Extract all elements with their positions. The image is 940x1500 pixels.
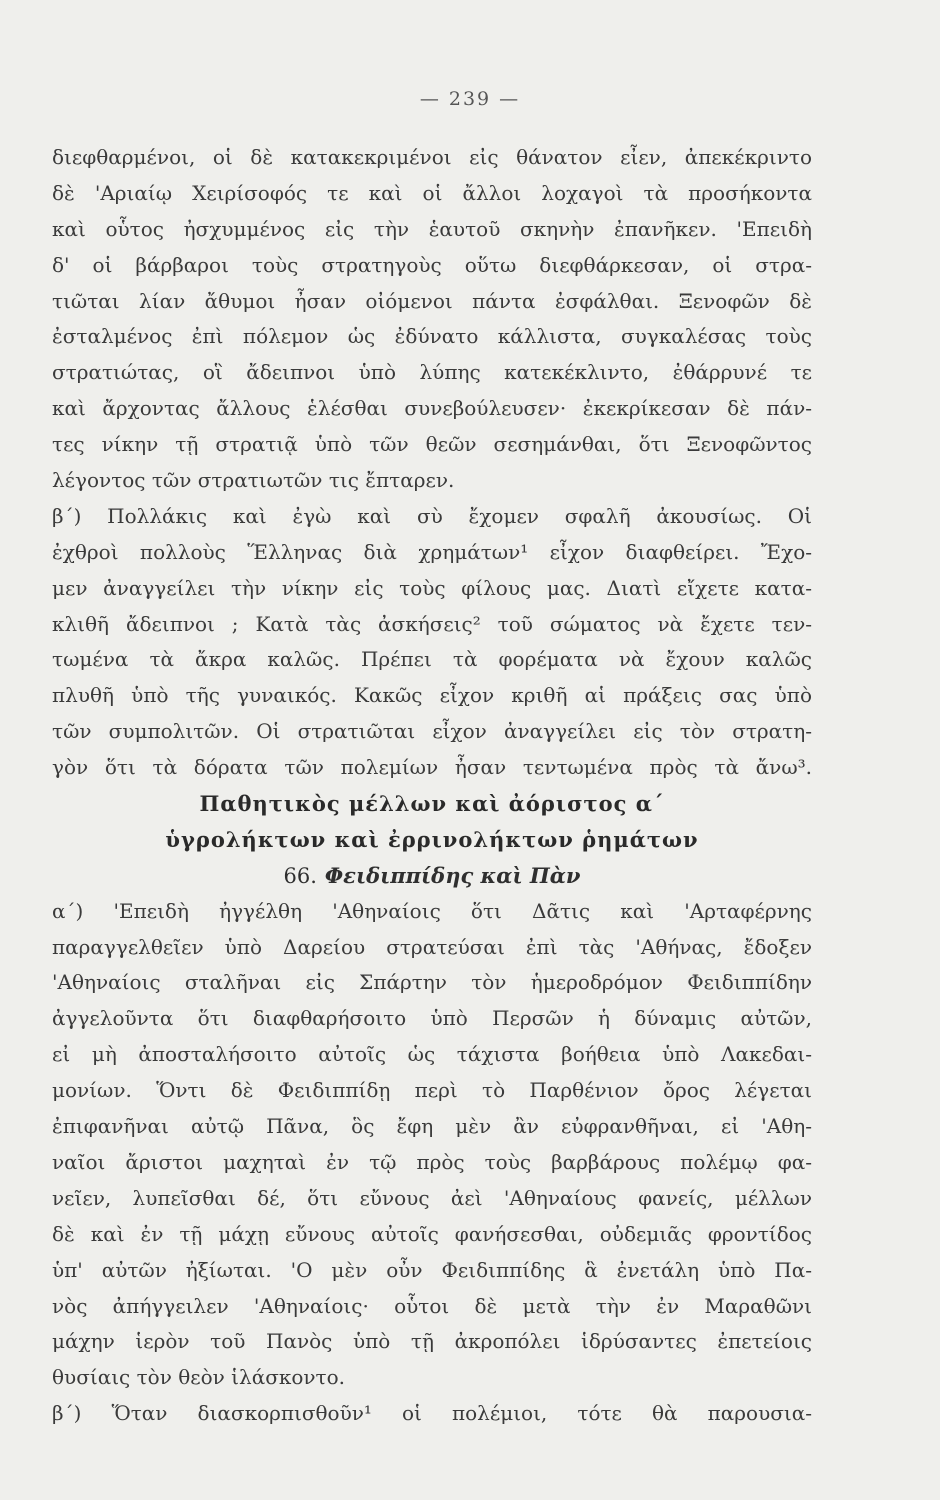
bottom-paragraphs <box>52 894 812 1432</box>
exercise-name: Φειδιππίδης καὶ Πὰν <box>324 862 581 888</box>
text-line: στρατιώτας, οἳ ἄδειπνοι ὑπὸ λύπης κατεκέκλιντο, ἐθάρρυνέ τε <box>52 360 812 385</box>
text-line: νὸς ἀπήγγειλεν 'Αθηναίοις· οὗτοι δὲ μετὰ τὴν ἐν Μαραθῶνι <box>52 1293 812 1318</box>
exercise-number: 66. <box>283 863 317 888</box>
text-line: β΄) Ὅταν διασκορπισθοῦν¹ οἱ πολέμιοι, τότε θὰ παρουσια- <box>52 1401 812 1426</box>
text-line: νεῖεν, λυπεῖσθαι δέ, ὅτι εὔνους ἀεὶ 'Αθηναίους φανείς, μέλλων <box>52 1185 812 1210</box>
text-line: τες νίκην τῇ στρατιᾷ ὑπὸ τῶν θεῶν σεσημάνθαι, ὅτι Ξενοφῶντος <box>52 432 812 457</box>
page-number: — 239 — <box>419 88 521 110</box>
exercise-title <box>52 858 812 894</box>
text-line: θυσίαις τὸν θεὸν ἱλάσκοντο. <box>52 1365 346 1390</box>
text-line: δὲ καὶ ἐν τῇ μάχῃ εὔνους αὐτοῖς φανήσεσθαι, οὐδεμιᾶς φροντίδος <box>52 1221 812 1246</box>
text-line: ἐσταλμένος ἐπὶ πόλεμον ὡς ἐδύνατο κάλλιστα, συγκαλέσας τοὺς <box>52 324 812 349</box>
text-line: ἀγγελοῦντα ὅτι διαφθαρήσοιτο ὑπὸ Περσῶν ἡ δύναμις αὐτῶν, <box>52 1006 812 1031</box>
text-line: ἐπιφανῆναι αὐτῷ Πᾶνα, ὃς ἔφη μὲν ἂν εὐφρανθῆναι, εἰ 'Αθη- <box>52 1114 812 1139</box>
text-line: 'Αθηναίοις σταλῆναι εἰς Σπάρτην τὸν ἡμεροδρόμον Φειδιππίδην <box>52 970 812 995</box>
top-paragraphs <box>52 140 812 786</box>
text-line: διεφθαρμένοι, οἱ δὲ κατακεκριμένοι εἰς θάνατον εἶεν, ἀπεκέκριντο <box>52 145 812 169</box>
text-line: δὲ 'Αριαίῳ Χειρίσοφός τε καὶ οἱ ἄλλοι λοχαγοὶ τὰ προσήκοντα <box>52 180 812 205</box>
text-line: α΄) 'Επειδὴ ἠγγέλθη 'Αθηναίοις ὅτι Δᾶτις καὶ 'Αρταφέρνης <box>52 898 812 923</box>
text-line: εἰ μὴ ἀποσταλήσοιτο αὐτοῖς ὡς τάχιστα βοήθεια ὑπὸ Λακεδαι- <box>52 1042 812 1067</box>
text-line: ὑπ' αὐτῶν ἠξίωται. 'Ο μὲν οὖν Φειδιππίδης ἃ ἐνετάλη ὑπὸ Πα- <box>52 1257 812 1282</box>
text-line: δ' οἱ βάρβαροι τοὺς στρατηγοὺς οὕτω διεφθάρκεσαν, οἱ στρα- <box>52 252 812 277</box>
text-line: λέγοντος τῶν στρατιωτῶν τις ἔπταρεν. <box>52 468 455 493</box>
text-line: τῶν συμπολιτῶν. Οἱ στρατιῶται εἶχον ἀναγγείλει εἰς τὸν στρατη- <box>52 719 812 744</box>
text-line: τιῶται λίαν ἄθυμοι ἦσαν οἰόμενοι πάντα ἐσφάλθαι. Ξενοφῶν δὲ <box>52 288 812 313</box>
text-line: β΄) Πολλάκις καὶ ἐγὼ καὶ σὺ ἔχομεν σφαλῆ ἀκουσίως. Οἱ <box>52 503 812 528</box>
text-line: μονίων. Ὅντι δὲ Φειδιππίδῃ περὶ τὸ Παρθένιον ὄρος λέγεται <box>52 1078 812 1103</box>
text-line: μεν ἀναγγείλει τὴν νίκην εἰς τοὺς φίλους μας. Διατὶ εἴχετε κατα- <box>52 575 812 600</box>
text-line: καὶ οὗτος ἠσχυμμένος εἰς τὴν ἑαυτοῦ σκηνὴν ἐπανῆκεν. 'Επειδὴ <box>52 216 812 241</box>
text-line: ἐχθροὶ πολλοὺς Ἕλληνας διὰ χρημάτων¹ εἶχον διαφθείρει. Ἔχο- <box>52 539 812 564</box>
text-line: γὸν ὅτι τὰ δόρατα τῶν πολεμίων ἦσαν τεντωμένα πρὸς τὰ ἄνω³. <box>52 755 812 780</box>
text-line: καὶ ἄρχοντας ἄλλους ἑλέσθαι συνεβούλευσεν· ἐκεκρίκεσαν δὲ πάν- <box>52 396 812 421</box>
text-line: τωμένα τὰ ἄκρα καλῶς. Πρέπει τὰ φορέματα νὰ ἔχουν καλῶς <box>52 647 812 672</box>
text-line: ναῖοι ἄριστοι μαχηταὶ ἐν τῷ πρὸς τοὺς βαρβάρους πολέμῳ φα- <box>52 1149 812 1174</box>
section-heading-line: Παθητικὸς μέλλων καὶ ἀόριστος α΄ <box>199 791 665 817</box>
section-heading-line: ὑγρολήκτων καὶ ἐρρινολήκτων ῥημάτων <box>165 826 699 852</box>
text-line: πλυθῆ ὑπὸ τῆς γυναικός. Κακῶς εἶχον κριθῆ αἱ πράξεις σας ὑπὸ <box>52 683 812 708</box>
text-line: κλιθῆ ἄδειπνοι ; Κατὰ τὰς ἀσκήσεις² τοῦ σώματος νὰ ἔχετε τεν- <box>52 611 812 636</box>
page-text <box>52 140 812 1432</box>
section-heading <box>52 786 812 858</box>
text-line: παραγγελθεῖεν ὑπὸ Δαρείου στρατεύσαι ἐπὶ τὰς 'Αθήνας, ἔδοξεν <box>52 934 812 959</box>
text-line: μάχην ἱερὸν τοῦ Πανὸς ὑπὸ τῇ ἀκροπόλει ἱδρύσαντες ἐπετείοις <box>52 1329 812 1354</box>
